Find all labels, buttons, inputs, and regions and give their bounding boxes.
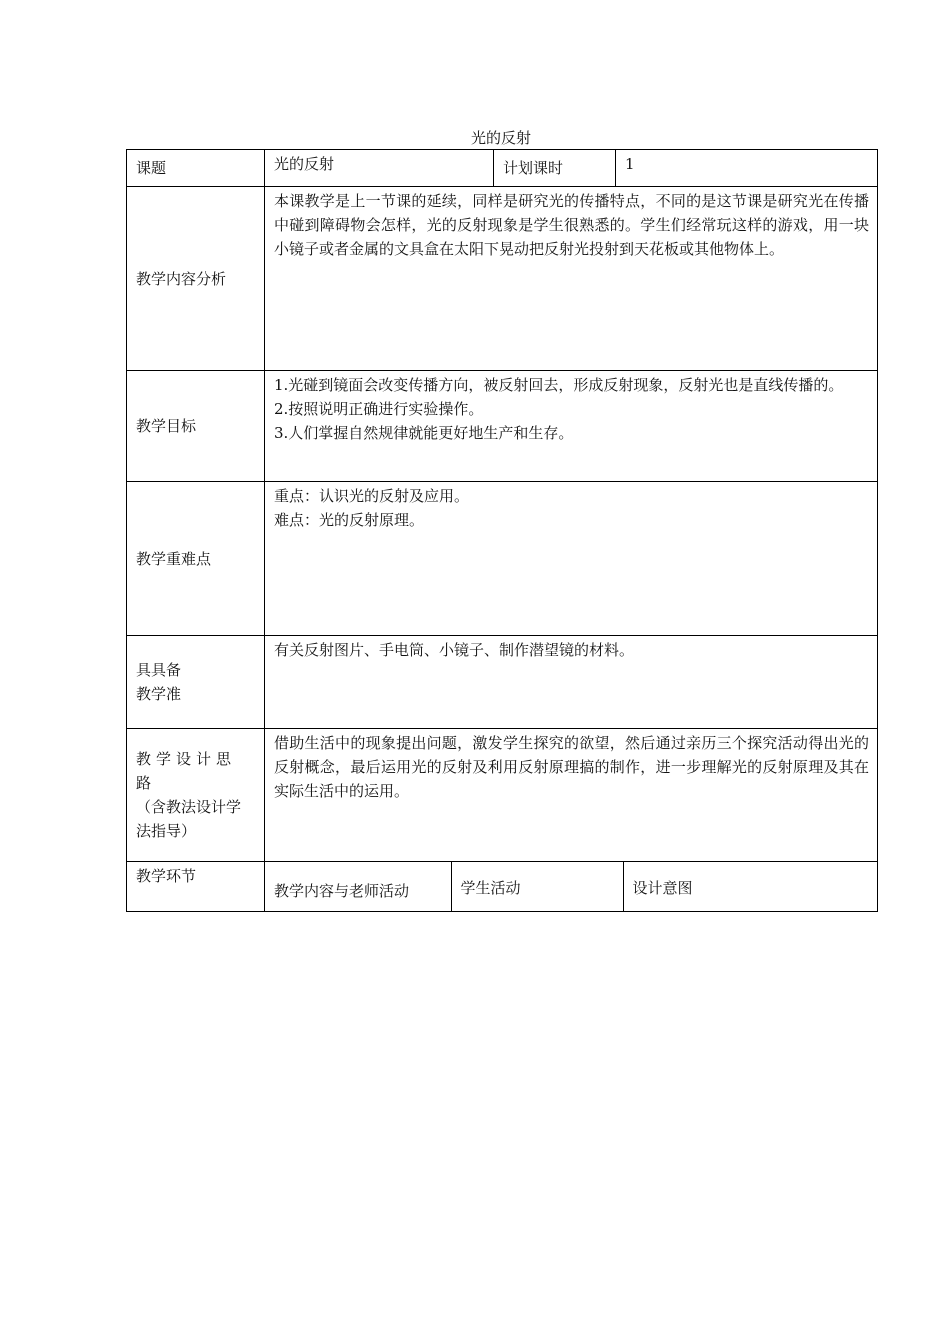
key-point-item: 重点：认识光的反射及应用。: [274, 487, 470, 505]
objective-item: 1.光碰到镜面会改变传播方向，被反射回去，形成反射现象，反射光也是直线传播的。: [274, 376, 844, 394]
design-label: [127, 729, 265, 862]
process-columns-table: [265, 862, 878, 911]
planned-hours-label: 计划课时: [494, 150, 616, 187]
key-points-content: [265, 482, 878, 636]
objectives-label: 教学目标: [127, 371, 265, 482]
objectives-row: [127, 371, 878, 482]
process-label: 教学环节: [127, 862, 265, 912]
difficult-point-item: 难点：光的反射原理。: [274, 511, 425, 529]
design-text: 借助生活中的现象提出问题，激发学生探究的欲望，然后通过亲历三个探究活动得出光的反射概念，最后运用光的反射及利用反射原理搞的制作，进一步理解光的反射原理及其在实际生活中的运用。: [265, 729, 878, 862]
content-analysis-text: 本课教学是上一节课的延续，同样是研究光的传播特点，不同的是这节课是研究光在传播中碰到障碍物会怎样，光的反射现象是学生很熟悉的。学生们经常玩这样的游戏，用一块小镜子或者金属的文具盒在太阳下晃动把反射光投射到天花板或其他物体上。: [265, 187, 878, 371]
objectives-content: [265, 371, 878, 482]
topic-row: [127, 150, 878, 187]
lesson-plan-table: [126, 149, 878, 912]
process-column-teacher: 教学内容与老师活动: [274, 882, 410, 900]
objective-item: 2.按照说明正确进行实验操作。: [274, 400, 484, 418]
planned-hours-value: 1: [616, 150, 878, 187]
content-analysis-row: [127, 187, 878, 371]
process-columns-cell: [265, 862, 878, 912]
topic-value: 光的反射: [265, 150, 494, 187]
process-column-intent: 设计意图: [623, 862, 878, 911]
preparation-label: [127, 636, 265, 729]
content-analysis-label: 教学内容分析: [127, 187, 265, 371]
key-points-row: [127, 482, 878, 636]
objective-item: 3.人们掌握自然规律就能更好地生产和生存。: [274, 424, 574, 442]
process-header-row: [127, 862, 878, 912]
design-label-line: （含教法设计学法指导）: [136, 798, 242, 840]
preparation-text: 有关反射图片、手电筒、小镜子、制作潜望镜的材料。: [265, 636, 878, 729]
preparation-label-line: 具具备: [136, 661, 182, 679]
document-title: 光的反射: [470, 129, 531, 147]
topic-label: 课题: [127, 150, 265, 187]
process-column-student: 学生活动: [451, 862, 623, 911]
design-label-line: 教学设计思路: [136, 750, 237, 792]
design-row: [127, 729, 878, 862]
preparation-row: [127, 636, 878, 729]
key-points-label: 教学重难点: [127, 482, 265, 636]
preparation-label-line: 教学准: [136, 685, 182, 703]
